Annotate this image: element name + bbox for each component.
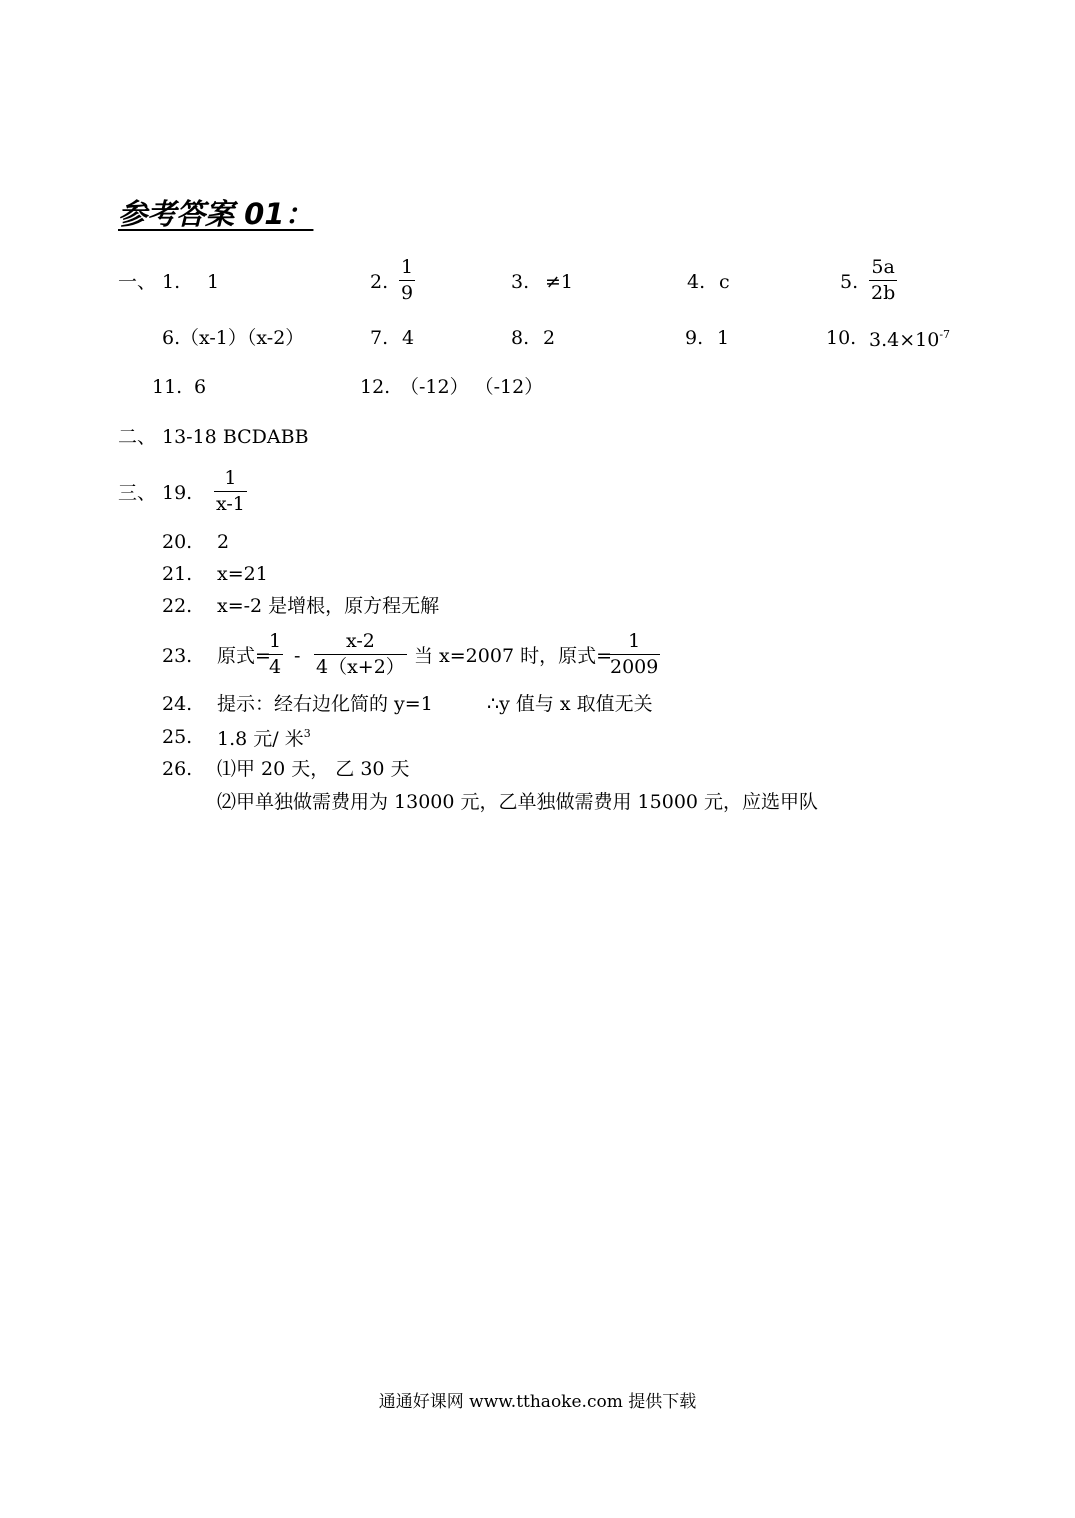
section-2-marker: 二、 xyxy=(118,426,157,448)
fraction-numerator: 1 xyxy=(628,630,641,652)
answer-23-fraction-1 xyxy=(267,632,283,677)
answer-8-number: 8. xyxy=(511,327,530,349)
answer-19-number: 19. xyxy=(162,482,193,504)
answer-6-number: 6. xyxy=(162,327,181,349)
answer-26-part-1: ⑴甲 20 天， 乙 30 天 xyxy=(217,758,410,780)
answer-21-number: 21. xyxy=(162,563,193,585)
answer-7-value: 4 xyxy=(402,327,415,349)
fraction-numerator: 5a xyxy=(871,256,895,278)
answer-23-fraction-3 xyxy=(608,632,660,677)
answer-23-fraction-2 xyxy=(314,632,407,677)
fraction-denominator: 2b xyxy=(871,282,896,304)
answer-10-value xyxy=(869,329,950,350)
fraction-numerator: 1 xyxy=(269,630,282,652)
fraction-numerator: 1 xyxy=(401,256,414,278)
answer-5-fraction xyxy=(869,258,897,303)
answer-25-exponent: 3 xyxy=(303,727,311,740)
answer-20-number: 20. xyxy=(162,531,193,553)
answer-5-number: 5. xyxy=(840,271,859,293)
page-title: 参考答案 01： xyxy=(118,197,314,231)
answer-2-fraction xyxy=(399,258,415,303)
answer-26-part-2: ⑵甲单独做需费用为 13000 元，乙单独做需费用 15000 元，应选甲队 xyxy=(217,791,819,813)
fraction-numerator: x-2 xyxy=(345,630,375,652)
answer-25-value xyxy=(217,728,311,749)
answer-9-value: 1 xyxy=(717,327,730,349)
answer-4-value: c xyxy=(719,271,730,293)
answer-25-number: 25. xyxy=(162,726,193,748)
fraction-denominator: 9 xyxy=(401,282,414,304)
answer-20-value: 2 xyxy=(217,531,230,553)
answer-22-value: x=-2 是增根，原方程无解 xyxy=(217,595,440,617)
fraction-denominator: x-1 xyxy=(216,493,245,515)
answer-10-exponent: -7 xyxy=(939,328,951,341)
answer-1-value: 1 xyxy=(207,271,220,293)
answer-26-number: 26. xyxy=(162,758,193,780)
answer-19-fraction xyxy=(214,469,247,514)
answer-2-number: 2. xyxy=(370,271,389,293)
answer-3-value: ≠1 xyxy=(545,271,574,293)
answer-4-number: 4. xyxy=(687,271,706,293)
answer-12-value: （-12） （-12） xyxy=(400,376,544,398)
answer-1-number: 1. xyxy=(162,271,181,293)
answer-3-number: 3. xyxy=(511,271,530,293)
answer-23-middle: 当 x=2007 时，原式= xyxy=(414,645,612,667)
answer-9-number: 9. xyxy=(685,327,704,349)
answer-7-number: 7. xyxy=(370,327,389,349)
page-footer: 通通好课网 www.tthaoke.com 提供下载 xyxy=(378,1392,697,1412)
answer-22-number: 22. xyxy=(162,595,193,617)
answer-10-number: 10. xyxy=(826,327,857,349)
answer-12-number: 12. xyxy=(360,376,391,398)
answer-23-number: 23. xyxy=(162,645,193,667)
section-1-marker: 一、 xyxy=(118,271,157,293)
answer-23-minus: - xyxy=(294,645,301,667)
fraction-denominator: 4 xyxy=(269,656,282,678)
fraction-denominator: 2009 xyxy=(610,656,659,678)
answer-24-number: 24. xyxy=(162,693,193,715)
answer-24-conclusion: ∴y 值与 x 取值无关 xyxy=(487,693,653,715)
answer-11-value: 6 xyxy=(194,376,207,398)
answer-6-value: （x-1）（x-2） xyxy=(180,327,305,349)
answer-10-base: 3.4×10 xyxy=(869,329,940,351)
answer-25-text: 1.8 元/ 米 xyxy=(217,728,304,750)
answer-21-value: x=21 xyxy=(217,563,268,585)
answer-11-number: 11. xyxy=(152,376,183,398)
fraction-denominator: 4（x+2） xyxy=(316,656,405,678)
answer-8-value: 2 xyxy=(543,327,556,349)
fraction-numerator: 1 xyxy=(224,467,237,489)
answer-23-prefix: 原式= xyxy=(217,645,271,667)
section-2-answers: 13-18 BCDABB xyxy=(162,426,309,448)
section-3-marker: 三、 xyxy=(118,482,157,504)
answer-24-hint: 提示：经右边化简的 y=1 xyxy=(217,693,433,715)
